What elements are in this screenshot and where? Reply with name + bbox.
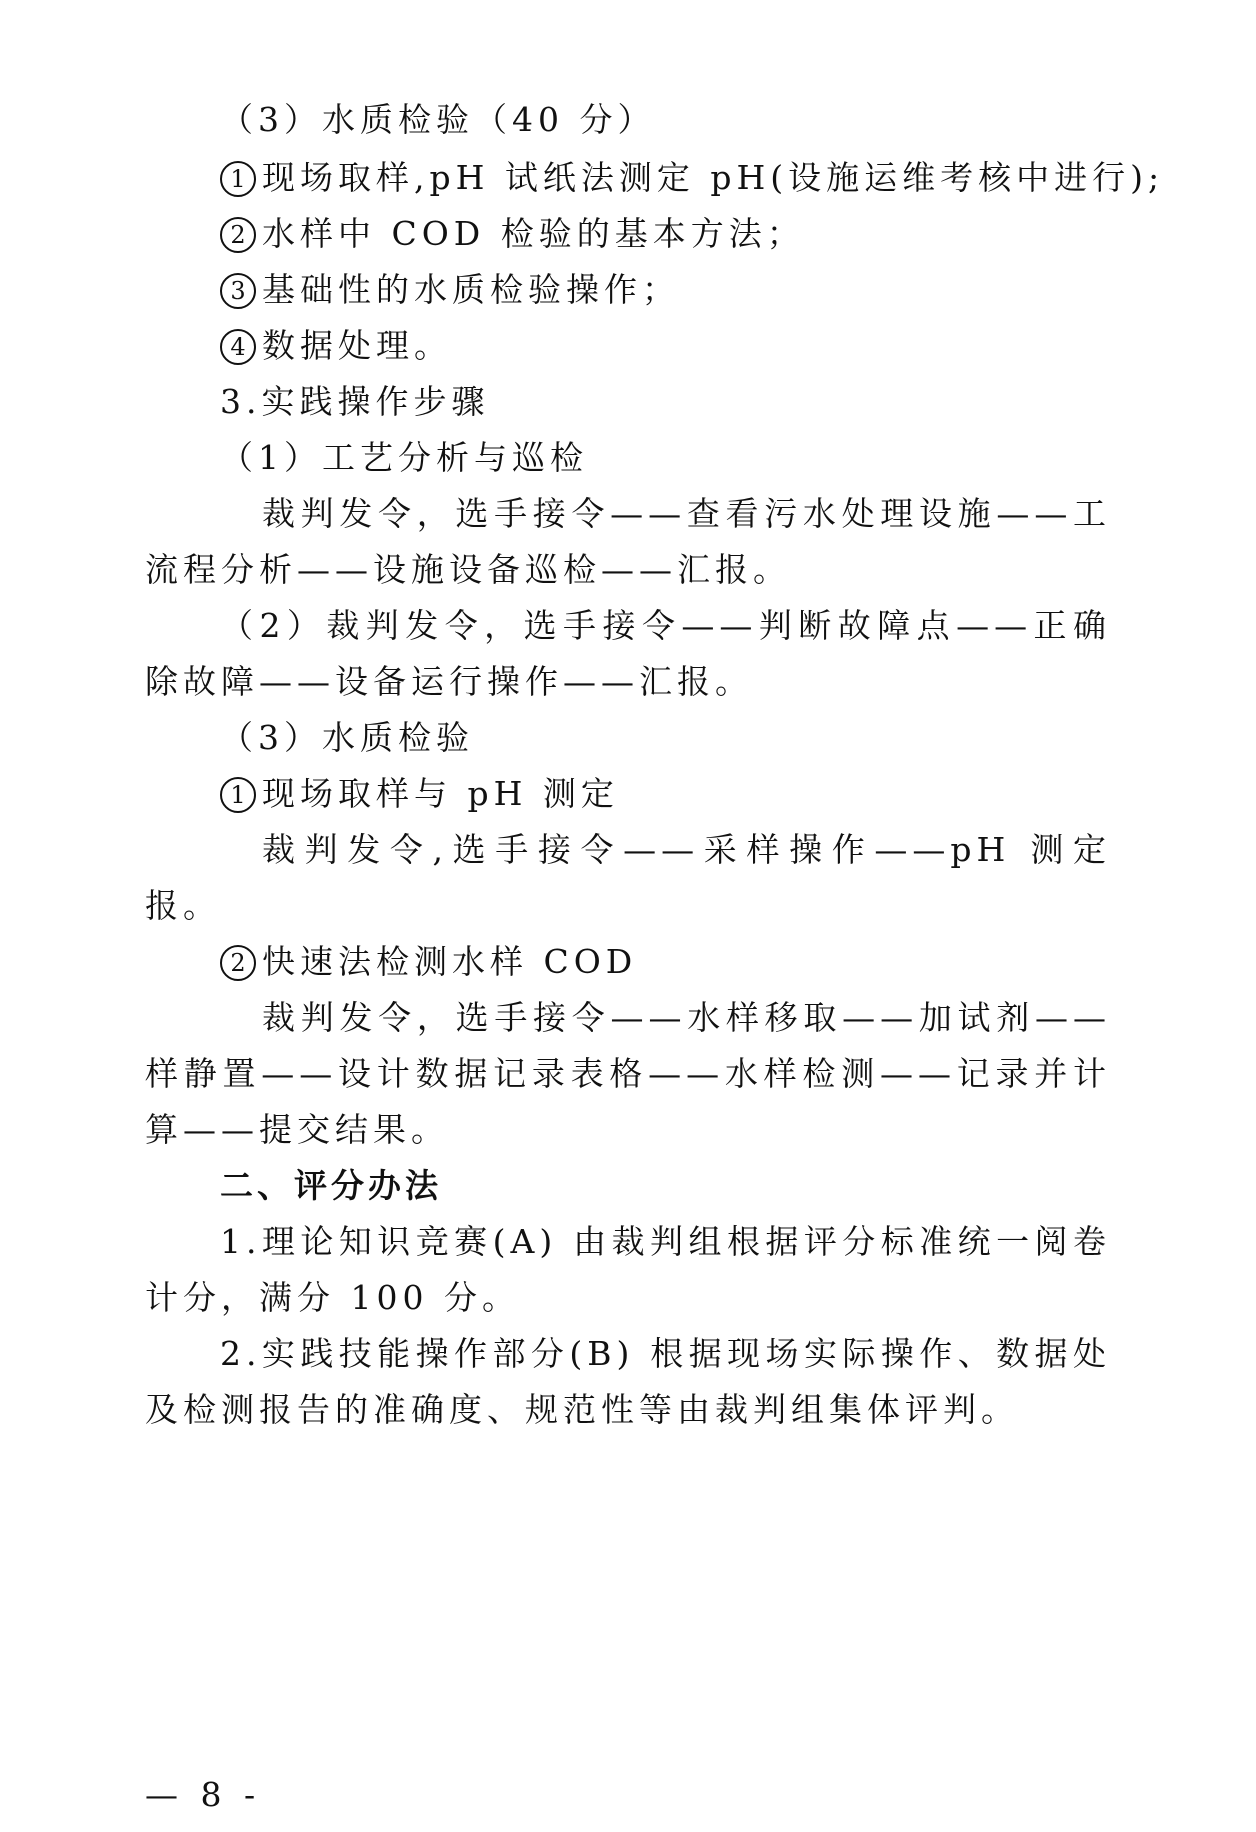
list-item-text: 现场取样,pH 试纸法测定 pH(设施运维考核中进行); bbox=[262, 158, 1165, 197]
list-item-sampling-ph-test bbox=[220, 774, 1111, 814]
step-fault-diagnosis: （2）裁判发令，选手接令——判断故障点——正确 bbox=[220, 606, 1111, 645]
paragraph-line: 报。 bbox=[145, 886, 221, 925]
circled-number-3: 3 bbox=[220, 273, 256, 309]
subsection-practice-steps: 3.实践操作步骤 bbox=[220, 382, 490, 421]
list-item-fast-cod bbox=[220, 942, 1111, 982]
circled-number-1: 1 bbox=[220, 161, 256, 197]
circled-number-2: 2 bbox=[220, 217, 256, 253]
paragraph-line: 裁判发令，选手接令——查看污水处理设施——工 bbox=[262, 494, 1111, 533]
paragraph-line: 算——提交结果。 bbox=[145, 1110, 449, 1149]
paragraph-line: 裁判发令，选手接令——水样移取——加试剂—— bbox=[262, 998, 1111, 1037]
list-item-text: 快速法检测水样 COD bbox=[262, 942, 638, 981]
paragraph-line: 裁判发令,选手接令——采样操作——pH 测定 bbox=[262, 830, 1111, 869]
circled-number-4: 4 bbox=[220, 329, 256, 365]
paragraph-line: 样静置——设计数据记录表格——水样检测——记录并计 bbox=[145, 1054, 1111, 1093]
circled-number-2: 2 bbox=[220, 945, 256, 981]
circled-number-1: 1 bbox=[220, 777, 256, 813]
paragraph-line: 流程分析——设施设备巡检——汇报。 bbox=[145, 550, 791, 589]
list-item-text: 现场取样与 pH 测定 bbox=[262, 774, 619, 813]
paragraph-line: 除故障——设备运行操作——汇报。 bbox=[145, 662, 753, 701]
section-heading-scoring: 二、评分办法 bbox=[220, 1166, 442, 1205]
step-process-analysis: （1）工艺分析与巡检 bbox=[220, 438, 588, 477]
list-item-sampling-ph bbox=[220, 158, 1165, 198]
step-water-quality: （3）水质检验 bbox=[220, 718, 474, 757]
paragraph-line: 及检测报告的准确度、规范性等由裁判组集体评判。 bbox=[145, 1390, 1019, 1429]
section-water-quality-40: （3）水质检验（40 分） bbox=[220, 100, 656, 139]
list-item-data-processing bbox=[220, 326, 1111, 366]
list-item-text: 基础性的水质检验操作； bbox=[262, 270, 680, 309]
page-number: — 8 - bbox=[145, 1775, 262, 1814]
list-item-basic-operation bbox=[220, 270, 1111, 310]
list-item-text: 水样中 COD 检验的基本方法； bbox=[262, 214, 805, 253]
paragraph-line: 计分，满分 100 分。 bbox=[145, 1278, 520, 1317]
list-item-cod-method bbox=[220, 214, 1111, 254]
paragraph-line: 1.理论知识竞赛(A) 由裁判组根据评分标准统一阅卷 bbox=[220, 1222, 1111, 1261]
list-item-text: 数据处理。 bbox=[262, 326, 452, 365]
paragraph-line: 2.实践技能操作部分(B) 根据现场实际操作、数据处 bbox=[220, 1334, 1111, 1373]
